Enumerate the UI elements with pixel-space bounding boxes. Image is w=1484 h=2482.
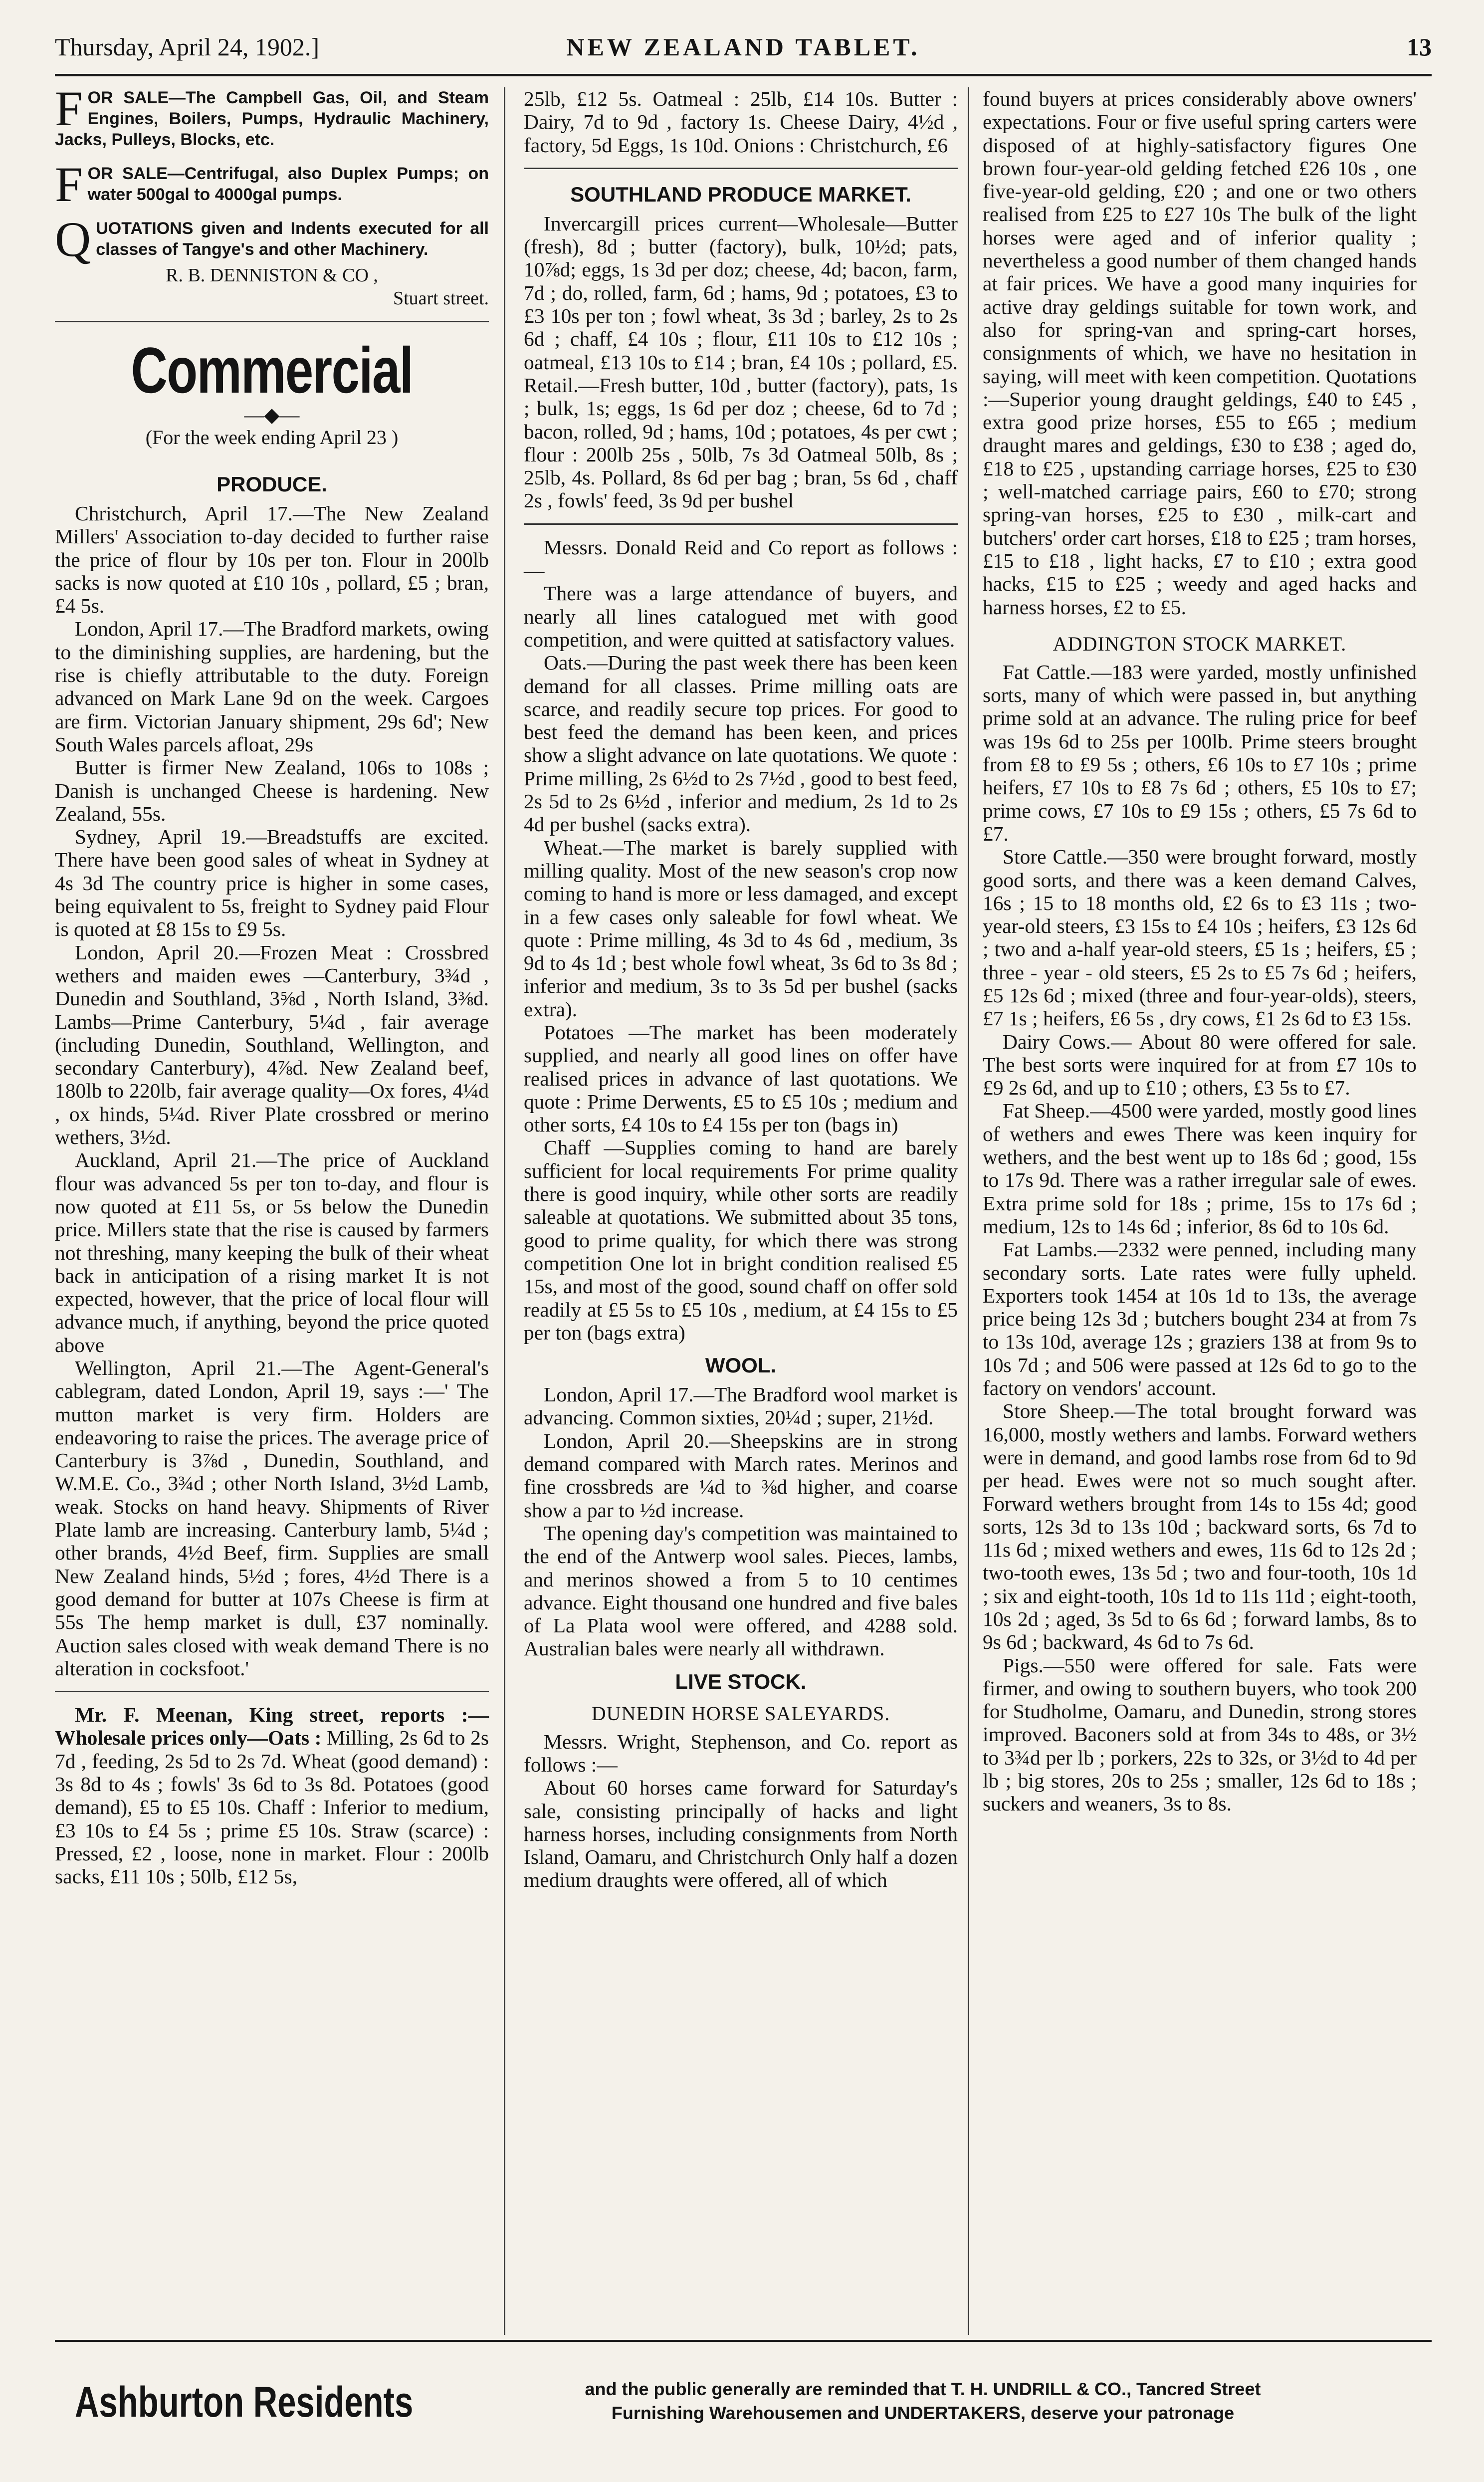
week-ending-note: (For the week ending April 23 ) bbox=[145, 426, 399, 449]
section-rule bbox=[524, 523, 958, 525]
horse-sale-continued: found buyers at prices considerably above owners' expectations. Four or five useful spring carters were disposed of at highly-satisfactory figures One brown four-year-old gelding fetched £26 10s , one five-year-old gelding, £20 ; and one or two others realised from £25 to £27 10s The bulk of the light horses were aged and of inferior quality ; nevertheless a good number of them changed hands at fair prices. We have a good many inquiries for active dray geldings suitable for town work, and also for spring-van and spring-cart horses, consignments of which, we have no hesitation in saying, will meet with keen competition. Quotations :—Superior young draught geldings, £40 to £45 , extra good prize horses, £55 to £65 ; medium draught mares and geldings, £30 to £38 ; aged do, £18 to £25 , upstanding carriage horses, £25 to £30 ; well-matched carriage pairs, £60 to £70; strong spring-van horses, £25 to £30 , milk-cart and butchers' order cart horses, £18 to £25 ; tram horses, £15 to £18 , light hacks, £7 to £10 ; extra good hacks, £15 to £25 ; weedy and aged hacks and harness horses, £2 to £5. bbox=[983, 87, 1417, 619]
heading-wool: WOOL. bbox=[705, 1354, 777, 1377]
advertiser-address: Stuart street. bbox=[393, 288, 489, 309]
heading-produce: PRODUCE. bbox=[216, 472, 327, 496]
drop-cap: F bbox=[55, 81, 83, 136]
paragraph: Store Cattle.—350 were brought forward, mostly good sorts, and there was a keen demand Calves, 16s ; 15 to 18 months old, £2 6s to £3 11s ; two-year-old steers, £3 15s to £4 10s ; heifers, £3 12s 6d ; two and a-half year-old steers, £5 1s ; heifers, £5 ; three - year - old steers, £5 2s to £5 7s 6d ; heifers, £5 12s 6d ; mixed (three and four-year-olds), steers, £7 1s ; heifers, £6 5s , dry cows, £1 2s 6d to £3 15s. bbox=[983, 845, 1417, 1030]
page-header bbox=[55, 27, 1432, 72]
paragraph: Potatoes —The market has been moderately supplied, and nearly all good lines on offer have realised prices in advance of last quotations. We quote : Prime Derwents, £5 to £5 10s ; medium and other sorts, £4 10s to £4 15s per ton (bags in) bbox=[524, 1020, 958, 1136]
paragraph: Messrs. Donald Reid and Co report as follows :— bbox=[524, 535, 958, 582]
paragraph: Fat Cattle.—183 were yarded, mostly unfinished sorts, many of which were passed in, but anything prime sold at an advance. The ruling price for beef was 19s 6d to 25s per 100lb. Prime steers brought from £8 to £9 5s ; others, £6 10s to £7 10s ; prime heifers, £7 10s to £8 7s 6d ; others, £5 10s to £7; prime cows, £7 10s to £9 15s ; others, £5 7s 6d to £7. bbox=[983, 660, 1417, 845]
paragraph: London, April 20.—Frozen Meat : Crossbred wethers and maiden ewes —Canterbury, 3¾d , Dunedin and Southland, 3⅝d , North Island, 3⅜d. Lambs—Prime Canterbury, 5¼d , fair average (including Dunedin, Southland, Wellington, and secondary Canterbury), 4⅞d. New Zealand beef, 180lb to 220lb, fair average quality—Ox fores, 4¼d , ox hinds, 5¼d. River Plate crossbred or merino wethers, 3½d. bbox=[55, 940, 489, 1149]
footer-advert-text bbox=[459, 2377, 1387, 2425]
header-date: Thursday, April 24, 1902.] bbox=[55, 33, 320, 61]
paragraph: The opening day's competition was maintained to the end of the Antwerp wool sales. Pieces, lambs, and merinos showed a from 5 to 10 centimes advance. Eight thousand one hundred and five bales of La Plata wool were offered, and 4288 sold. Australian bales were nearly all withdrawn. bbox=[524, 1521, 958, 1660]
meenan-report bbox=[55, 1703, 489, 1888]
paragraph: Christchurch, April 17.—The New Zealand Millers' Association to-day decided to further raise the price of flour by 10s per ton. Flour in 200lb sacks is now quoted at £10 10s , pollard, £5 ; bran, £4 5s. bbox=[55, 502, 489, 618]
paragraph: Chaff —Supplies coming to hand are barely sufficient for local requirements For prime quality there is good inquiry, while other sorts are readily saleable at quotations. We submitted about 35 tons, good to prime quality, for which there was strong competition One lot in bright condition realised £5 15s, and most of the good, sound chaff on offer sold readily at £5 5s to £5 10s , medium, at £4 15s to £5 per ton (bags extra) bbox=[524, 1136, 958, 1344]
drop-cap: F bbox=[55, 157, 83, 212]
paragraph: Messrs. Wright, Stephenson, and Co. report as follows :— bbox=[524, 1730, 958, 1776]
paragraph: London, April 17.—The Bradford markets, owing to the diminishing supplies, are hardening, but the rise is chiefly attributable to the duty. Foreign advanced on Mark Lane 9d on the week. Cargoes are firm. Victorian January shipment, 29s 6d'; New South Wales parcels afloat, 29s bbox=[55, 617, 489, 756]
heading-live-stock: LIVE STOCK. bbox=[675, 1669, 807, 1693]
footer-rule bbox=[55, 2340, 1432, 2342]
paragraph: Auckland, April 21.—The price of Auckland flour was advanced 5s per ton to-day, and flour is now quoted at £11 5s, or 5s below the Dunedin price. Millers state that the rise is caused by farmers not threshing, many keeping the bulk of their wheat back in anticipation of a rising market It is not expected, however, that the price of local flour will advance much, if anything, beyond the price quoted above bbox=[55, 1148, 489, 1356]
heading-southland: SOUTHLAND PRODUCE MARKET. bbox=[570, 182, 911, 206]
paragraph: Oats.—During the past week there has been keen demand for all classes. Prime milling oats are scarce, and readily secure top prices. For good to best feed the demand has been keen, and prices show a slight advance on late quotations. We quote : Prime milling, 2s 6½d to 2s 7½d , good to best feed, 2s 5d to 2s 6½d , inferior and medium, 2s 1d to 2s 4d per bushel (sacks extra). bbox=[524, 651, 958, 836]
meenan-lead: Mr. F. Meenan, King street, reports :—Wholesale prices only—Oats : bbox=[55, 1703, 489, 1750]
paragraph: Sydney, April 19.—Breadstuffs are excited. There have been good sales of wheat in Sydney at 4s 3d The country price is higher in some cases, being equivalent to 5s, freight to Sydney paid Flour is quoted at £8 15s to £9 5s. bbox=[55, 825, 489, 941]
paragraph: Store Sheep.—The total brought forward was 16,000, mostly wethers and lambs. Forward wethers were in demand, and good lambs rose from 6d to 9d per head. Ewes were not so much sought after. Forward wethers brought from 14s to 15s 4d; good sorts, 12s 3d to 13s 10d ; backward sorts, 6s 7d to 11s 6d ; mixed wethers and ewes, 11s 6d to 12s 2d ; two-tooth ewes, 13s 5d ; two and four-tooth, 10s 1d ; six and eight-tooth, 10s 1d to 11s 11d ; eight-tooth, 10s 2d ; aged, 3s 5d to 6s 6d ; forward lambs, 8s to 9s 6d ; backward, 4s 6d to 7s 6d. bbox=[983, 1399, 1417, 1654]
section-rule bbox=[55, 321, 489, 322]
drop-cap: Q bbox=[55, 212, 91, 267]
column-3 bbox=[983, 87, 1417, 1815]
heading-addington: ADDINGTON STOCK MARKET. bbox=[1053, 632, 1347, 655]
advert-quotations bbox=[55, 212, 489, 267]
advert-text: OR SALE—Centrifugal, also Duplex Pumps; on water 500gal to 4000gal pumps. bbox=[87, 164, 489, 204]
paragraph: Butter is firmer New Zealand, 106s to 108s ; Danish is unchanged Cheese is hardening. New Zealand, 55s. bbox=[55, 756, 489, 825]
header-rule bbox=[55, 74, 1432, 76]
paragraph: Fat Sheep.—4500 were yarded, mostly good lines of wethers and ewes There was keen inquiry for wethers, and the best went up to 18s 6d ; good, 15s to 17s 9d. There was a rather irregular sale of ewes. Extra prime sold for 18s ; prime, 15s to 17s 6d ; medium, 12s to 14s 6d ; inferior, 8s 6d to 10s 6d. bbox=[983, 1099, 1417, 1238]
footer-line-1: and the public generally are reminded that T. H. UNDRILL & CO., Tancred Street bbox=[585, 2379, 1261, 2399]
paragraph: London, April 20.—Sheepskins are in strong demand compared with March rates. Merinos and fine crossbreds are ¼d to ⅜d higher, and coarse show a par to ½d increase. bbox=[524, 1429, 958, 1522]
paragraph: Wellington, April 21.—The Agent-General's cablegram, dated London, April 19, says :—' The mutton market is very firm. Holders are endeavoring to raise the prices. The average price of Canterbury is 3⅞d , Dunedin, Southland, and W.M.E. Co., 3¾d ; other North Island, 3½d Lamb, weak. Stocks on hand heavy. Shipments of River Plate lamb are increasing. Canterbury lamb, 5¼d ; other brands, 4½d Beef, firm. Supplies are small New Zealand hinds, 5½d ; fores, 4½d There is a good demand for butter at 107s Cheese is firm at 55s The hemp market is dull, £37 nominally. Auction sales closed with weak demand There is no alteration in cocksfoot.' bbox=[55, 1356, 489, 1680]
column-2 bbox=[524, 87, 958, 1892]
paragraph: Fat Lambs.—2332 were penned, including many secondary sorts. Late rates were fully upheld. Exporters took 1454 at 10s 1d to 13s, the average price being 12s 3d ; butchers bought 234 at from 7s to 13s 10d, average 12s ; graziers 138 at from 9s to 10s 7d ; and 506 were passed at 12s 6d to go to the factory on vendors' account. bbox=[983, 1238, 1417, 1400]
advert-text: OR SALE—The Campbell Gas, Oil, and Steam Engines, Boilers, Pumps, Hydraulic Machinery, Jacks, Pulleys, Blocks, etc. bbox=[55, 88, 489, 149]
column-divider bbox=[968, 87, 969, 2335]
advert-pumps bbox=[55, 157, 489, 212]
section-rule bbox=[55, 1691, 489, 1692]
footer-line-2: Furnishing Warehousemen and UNDERTAKERS, deserve your patronage bbox=[611, 2403, 1235, 2423]
paragraph: There was a large attendance of buyers, and nearly all lines catalogued met with good competition, and were quitted at satisfactory values. bbox=[524, 582, 958, 651]
horse-sale-start: About 60 horses came forward for Saturday's sale, consisting principally of hacks and light harness horses, including consignments from North Island, Oamaru, and Christchurch Only half a dozen medium draughts were offered, all of which bbox=[524, 1776, 958, 1892]
ornament: —◆— bbox=[244, 404, 300, 426]
paragraph: Wheat.—The market is barely supplied with milling quality. Most of the new season's crop now coming to hand is more or less damaged, and except in a few cases only saleable for fowl wheat. We quote : Prime milling, 4s 3d to 4s 6d , medium, 3s 9d to 4s 1d ; best whole fowl wheat, 3s 6d to 3s 8d ; inferior and medium, 3s to 3s 5d per bushel (sacks extra). bbox=[524, 836, 958, 1021]
column-divider bbox=[504, 87, 505, 2335]
meenan-text-continued: 25lb, £12 5s. Oatmeal : 25lb, £14 10s. Butter : Dairy, 7d to 9d , factory 1s. Cheese Dairy, 4½d , factory, 5d Eggs, 1s 10d. Onions : Christchurch, £6 bbox=[524, 87, 958, 157]
paragraph: London, April 17.—The Bradford wool market is advancing. Common sixties, 20¼d ; super, 21½d. bbox=[524, 1383, 958, 1429]
section-rule bbox=[524, 168, 958, 169]
column-1 bbox=[55, 81, 489, 1888]
southland-report: Invercargill prices current—Wholesale—Butter (fresh), 8d ; butter (factory), bulk, 10½d; pats, 10⅞d; eggs, 1s 3d per doz; cheese, 4d; bacon, farm, 7d ; do, rolled, farm, 6d ; hams, 9d ; potatoes, £3 to £3 10s per ton ; fowl wheat, 3s 3d ; barley, 2s to 2s 6d ; chaff, £4 10s ; flour, £11 10s to £12 10s ; oatmeal, £13 10s to £14 ; bran, £4 10s ; pollard, £5. Retail.—Fresh butter, 10d , butter (factory), pats, 1s ; bulk, 1s; eggs, 1s 6d per doz ; cheese, 6d to 7d ; bacon, rolled, 9d ; hams, 10d ; potatoes, 4s per cwt ; flour : 200lb 25s , 50lb, 7s 3d Oatmeal 50lb, 8s ; 25lb, 4s. Pollard, 8s 6d per bag ; bran, 5s 6d , chaff 2s , fowls' feed, 3s 9d per bushel bbox=[524, 212, 958, 512]
advert-text: UOTATIONS given and Indents executed for all classes of Tangye's and other Machinery. bbox=[96, 219, 489, 259]
meenan-text-start: Milling, 2s 6d to 2s 7d , feeding, 2s 5d to 2s 7d. Wheat (good demand) : 3s 8d to 4s ; fowls' 3s 6d to 3s 8d. Potatoes (good demand), £5 to £5 10s. Chaff : Inferior to medium, £3 10s to £4 5s ; prime £5 10s. Straw (scarce) : Pressed, £2 , loose, none in market. Flour : 200lb sacks, £11 10s ; 50lb, £12 5s, bbox=[55, 1726, 489, 1888]
footer-advert-title: Ashburton Residents bbox=[75, 2378, 414, 2426]
advert-engines bbox=[55, 81, 489, 150]
paragraph: Pigs.—550 were offered for sale. Fats were firmer, and owing to southern buyers, who took 200 for Studholme, Oamaru, and Dunedin, strong stores improved. Baconers sold at from 34s to 48s, or 3½ to 3¾d per lb ; porkers, 22s to 32s, or 3½d to 4d per lb ; big stores, 20s to 25s ; smaller, 12s 6d to 18s ; suckers and weaners, 3s to 8s. bbox=[983, 1653, 1417, 1815]
paragraph: Dairy Cows.— About 80 were offered for sale. The best sorts were inquired for at from £7 10s to £9 2s 6d, and up to £10 ; others, £3 5s to £7. bbox=[983, 1030, 1417, 1100]
subheading-horse-saleyards: DUNEDIN HORSE SALEYARDS. bbox=[591, 1702, 890, 1725]
header-title: NEW ZEALAND TABLET. bbox=[566, 33, 920, 61]
advertiser-name: R. B. DENNISTON & CO , bbox=[166, 265, 378, 286]
section-title-commercial: Commercial bbox=[131, 334, 413, 407]
header-page-number: 13 bbox=[1407, 33, 1432, 61]
